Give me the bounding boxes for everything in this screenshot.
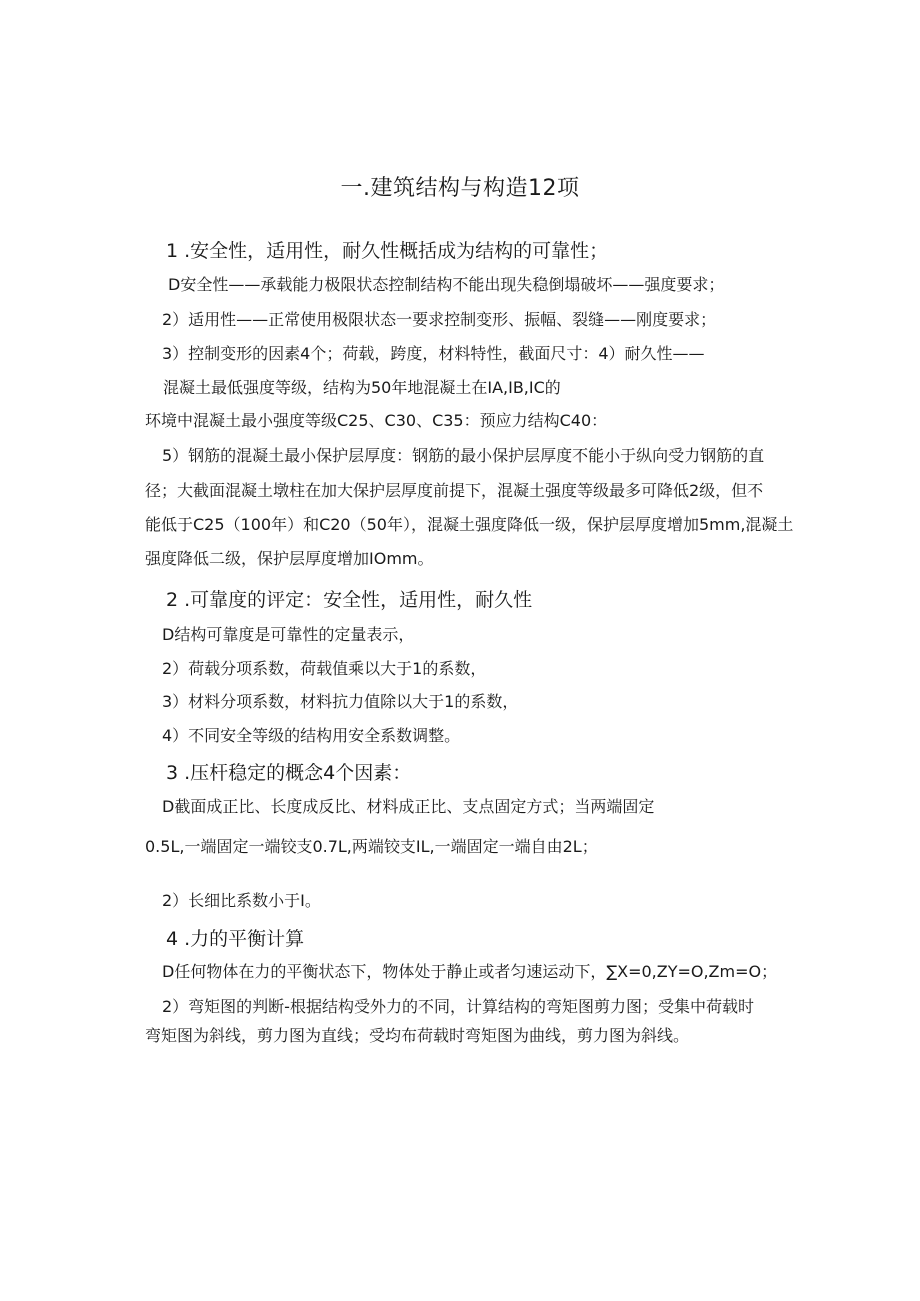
section-2-line-3: 3）材料分项系数，材料抗力值除以大于1的系数， <box>162 692 519 711</box>
section-1-line-9: 强度降低二级，保护层厚度增加IOmm。 <box>145 549 434 568</box>
section-4-line-1: D任何物体在力的平衡状态下，物体处于静止或者匀速运动下，∑X=0,ZY=O,Zm=O； <box>162 962 778 981</box>
section-heading-3: 3 .压杆稳定的概念4个因素： <box>166 762 412 784</box>
section-3-line-1: D截面成正比、长度成反比、材料成正比、支点固定方式；当两端固定 <box>162 797 655 816</box>
section-1-line-8: 能低于C25（100年）和C20（50年），混凝土强度降低一级，保护层厚度增加5mm,混凝土 <box>145 515 794 534</box>
section-1-line-1: D安全性——承载能力极限状态控制结构不能出现失稳倒塌破坏——强度要求； <box>168 275 725 294</box>
section-heading-2: 2 .可靠度的评定：安全性，适用性，耐久性 <box>166 589 533 611</box>
section-2-line-2: 2）荷载分项系数，荷载值乘以大于1的系数， <box>162 659 487 678</box>
section-2-line-4: 4）不同安全等级的结构用安全系数调整。 <box>162 726 461 745</box>
section-1-line-6: 5）钢筋的混凝土最小保护层厚度：钢筋的最小保护层厚度不能小于纵向受力钢筋的直 <box>162 446 765 465</box>
section-2-line-1: D结构可靠度是可靠性的定量表示， <box>162 625 415 644</box>
section-1-line-2: 2）适用性——正常使用极限状态一要求控制变形、振幅、裂缝——刚度要求； <box>162 310 717 329</box>
section-1-line-3: 3）控制变形的因素4个；荷载，跨度，材料特性，截面尺寸：4）耐久性—— <box>162 344 705 363</box>
section-1-line-7: 径；大截面混凝土墩柱在加大保护层厚度前提下，混凝土强度等级最多可降低2级，但不 <box>145 481 764 500</box>
section-heading-4: 4 .力的平衡计算 <box>166 928 305 950</box>
section-heading-1: 1 .安全性，适用性，耐久性概括成为结构的可靠性； <box>166 240 609 262</box>
section-3-line-2: 0.5L,一端固定一端铰支0.7L,两端铰支IL,一端固定一端自由2L； <box>145 837 598 856</box>
document-title: 一.建筑结构与构造12项 <box>340 176 580 201</box>
section-3-line-3: 2）长细比系数小于I。 <box>162 891 321 910</box>
section-1-line-5: 环境中混凝土最小强度等级C25、C30、C35：预应力结构C40： <box>145 411 608 430</box>
section-4-line-3: 弯矩图为斜线，剪力图为直线；受均布荷载时弯矩图为曲线，剪力图为斜线。 <box>145 1026 690 1045</box>
section-4-line-2: 2）弯矩图的判断-根据结构受外力的不同，计算结构的弯矩图剪力图；受集中荷载时 <box>162 997 754 1016</box>
section-1-line-4: 混凝土最低强度等级，结构为50年地混凝土在IA,IB,IC的 <box>163 378 561 397</box>
